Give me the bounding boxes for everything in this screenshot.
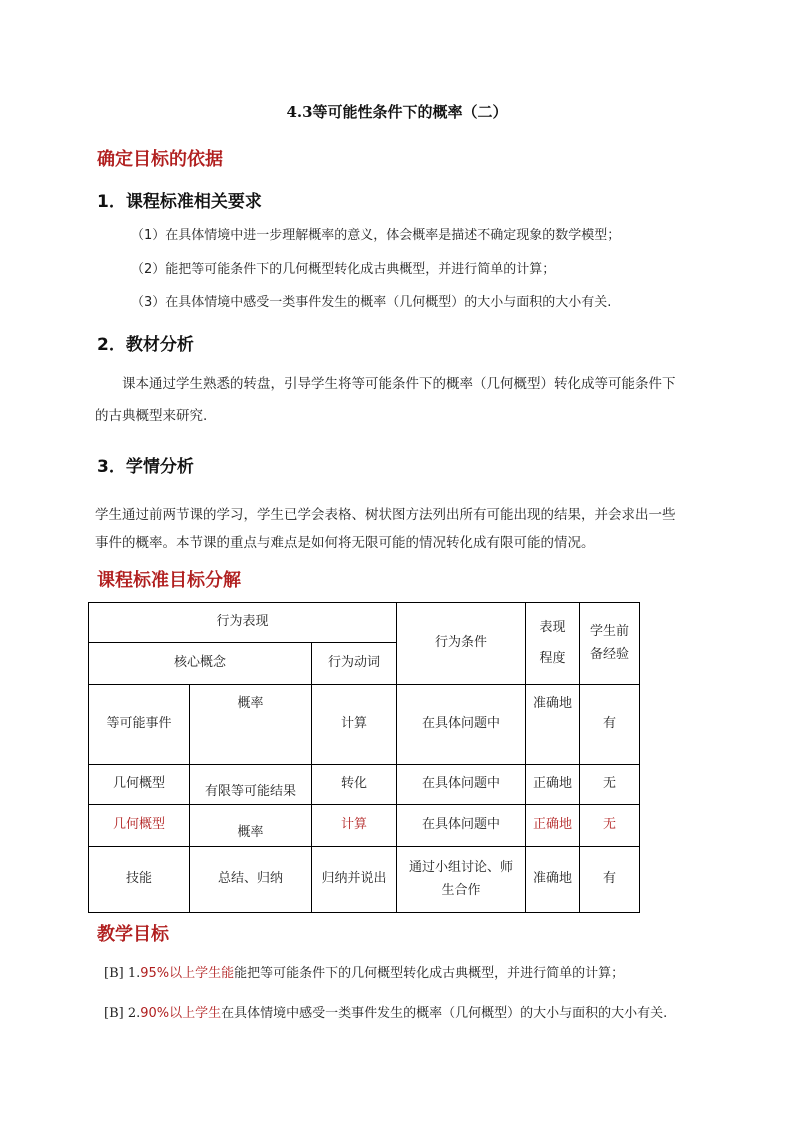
header-level-line-2: 程度 [539, 650, 566, 666]
header-prior-line-2: 备经验 [589, 646, 629, 662]
header-behavior: 行为表现 [89, 603, 397, 643]
cell-prior: 有 [580, 685, 640, 765]
curriculum-item-2: （2）能把等可能条件下的几何概型转化成古典概型，并进行简单的计算； [131, 262, 556, 277]
cell-condition: 在具体问题中 [397, 765, 526, 805]
cell-verb: 转化 [312, 765, 397, 805]
page-title: 4.3等可能性条件下的概率（二） [286, 103, 508, 121]
cell-condition [397, 847, 526, 913]
goal-item-2 [104, 1002, 667, 1021]
textbook-line-2: 的古典概型来研究. [95, 408, 208, 424]
cell-condition-line-1: 通过小组讨论、师 [408, 860, 513, 876]
header-prior [580, 603, 640, 685]
header-verb: 行为动词 [312, 643, 397, 685]
cell-concept: 等可能事件 [89, 685, 190, 765]
curriculum-heading: 1．课程标准相关要求 [97, 192, 262, 212]
goal-text: 在具体情境中感受一类事件发生的概率（几何概型）的大小与面积的大小有关. [221, 1006, 668, 1021]
cell-subconcept: 有限等可能结果 [190, 765, 312, 805]
goal-item-1 [104, 962, 624, 981]
section-heading-basis: 确定目标的依据 [97, 149, 223, 170]
section-heading-decompose: 课程标准目标分解 [97, 570, 241, 591]
cell-condition: 在具体问题中 [397, 805, 526, 847]
header-prior-line-1: 学生前 [589, 624, 629, 640]
cell-level: 准确地 [526, 847, 580, 913]
table-row [89, 805, 640, 847]
cell-level: 正确地 [526, 765, 580, 805]
goal-tag: [B] 1. [104, 966, 141, 981]
cell-level: 正确地 [526, 805, 580, 847]
table-row [89, 847, 640, 913]
goal-tag: [B] 2. [104, 1006, 141, 1021]
cell-subconcept: 总结、归纳 [190, 847, 312, 913]
cell-verb: 归纳并说出 [312, 847, 397, 913]
curriculum-item-3: （3）在具体情境中感受一类事件发生的概率（几何概型）的大小与面积的大小有关. [131, 295, 612, 310]
goal-highlight: 90%以上学生 [140, 1006, 222, 1021]
cell-prior: 有 [580, 847, 640, 913]
students-line-2: 事件的概率。本节课的重点与难点是如何将无限可能的情况转化成有限可能的情况。 [95, 535, 595, 551]
cell-subconcept: 概率 [190, 805, 312, 847]
goal-text: 能把等可能条件下的几何概型转化成古典概型，并进行简单的计算； [234, 966, 625, 981]
header-level [526, 603, 580, 685]
students-heading: 3．学情分析 [97, 457, 194, 477]
cell-concept: 几何概型 [89, 765, 190, 805]
cell-condition-line-2: 生合作 [441, 882, 481, 898]
cell-level: 准确地 [526, 685, 580, 765]
students-line-1: 学生通过前两节课的学习，学生已学会表格、树状图方法列出所有可能出现的结果，并会求出一些 [95, 507, 676, 523]
cell-verb: 计算 [312, 805, 397, 847]
cell-concept: 技能 [89, 847, 190, 913]
textbook-line-1: 课本通过学生熟悉的转盘，引导学生将等可能条件下的概率（几何概型）转化成等可能条件下 [122, 376, 676, 392]
header-level-line-1: 表现 [539, 620, 566, 636]
cell-verb: 计算 [312, 685, 397, 765]
cell-prior: 无 [580, 765, 640, 805]
table-row [89, 765, 640, 805]
header-core: 核心概念 [89, 643, 312, 685]
cell-prior: 无 [580, 805, 640, 847]
objective-table [88, 602, 640, 913]
cell-subconcept: 概率 [190, 685, 312, 765]
cell-condition: 在具体问题中 [397, 685, 526, 765]
goal-highlight: 95%以上学生能 [140, 966, 235, 981]
cell-concept: 几何概型 [89, 805, 190, 847]
header-condition: 行为条件 [397, 603, 526, 685]
textbook-heading: 2．教材分析 [97, 335, 194, 355]
curriculum-item-1: （1）在具体情境中进一步理解概率的意义，体会概率是描述不确定现象的数学模型； [131, 228, 621, 243]
section-heading-goals: 教学目标 [97, 924, 169, 945]
table-row [89, 685, 640, 765]
